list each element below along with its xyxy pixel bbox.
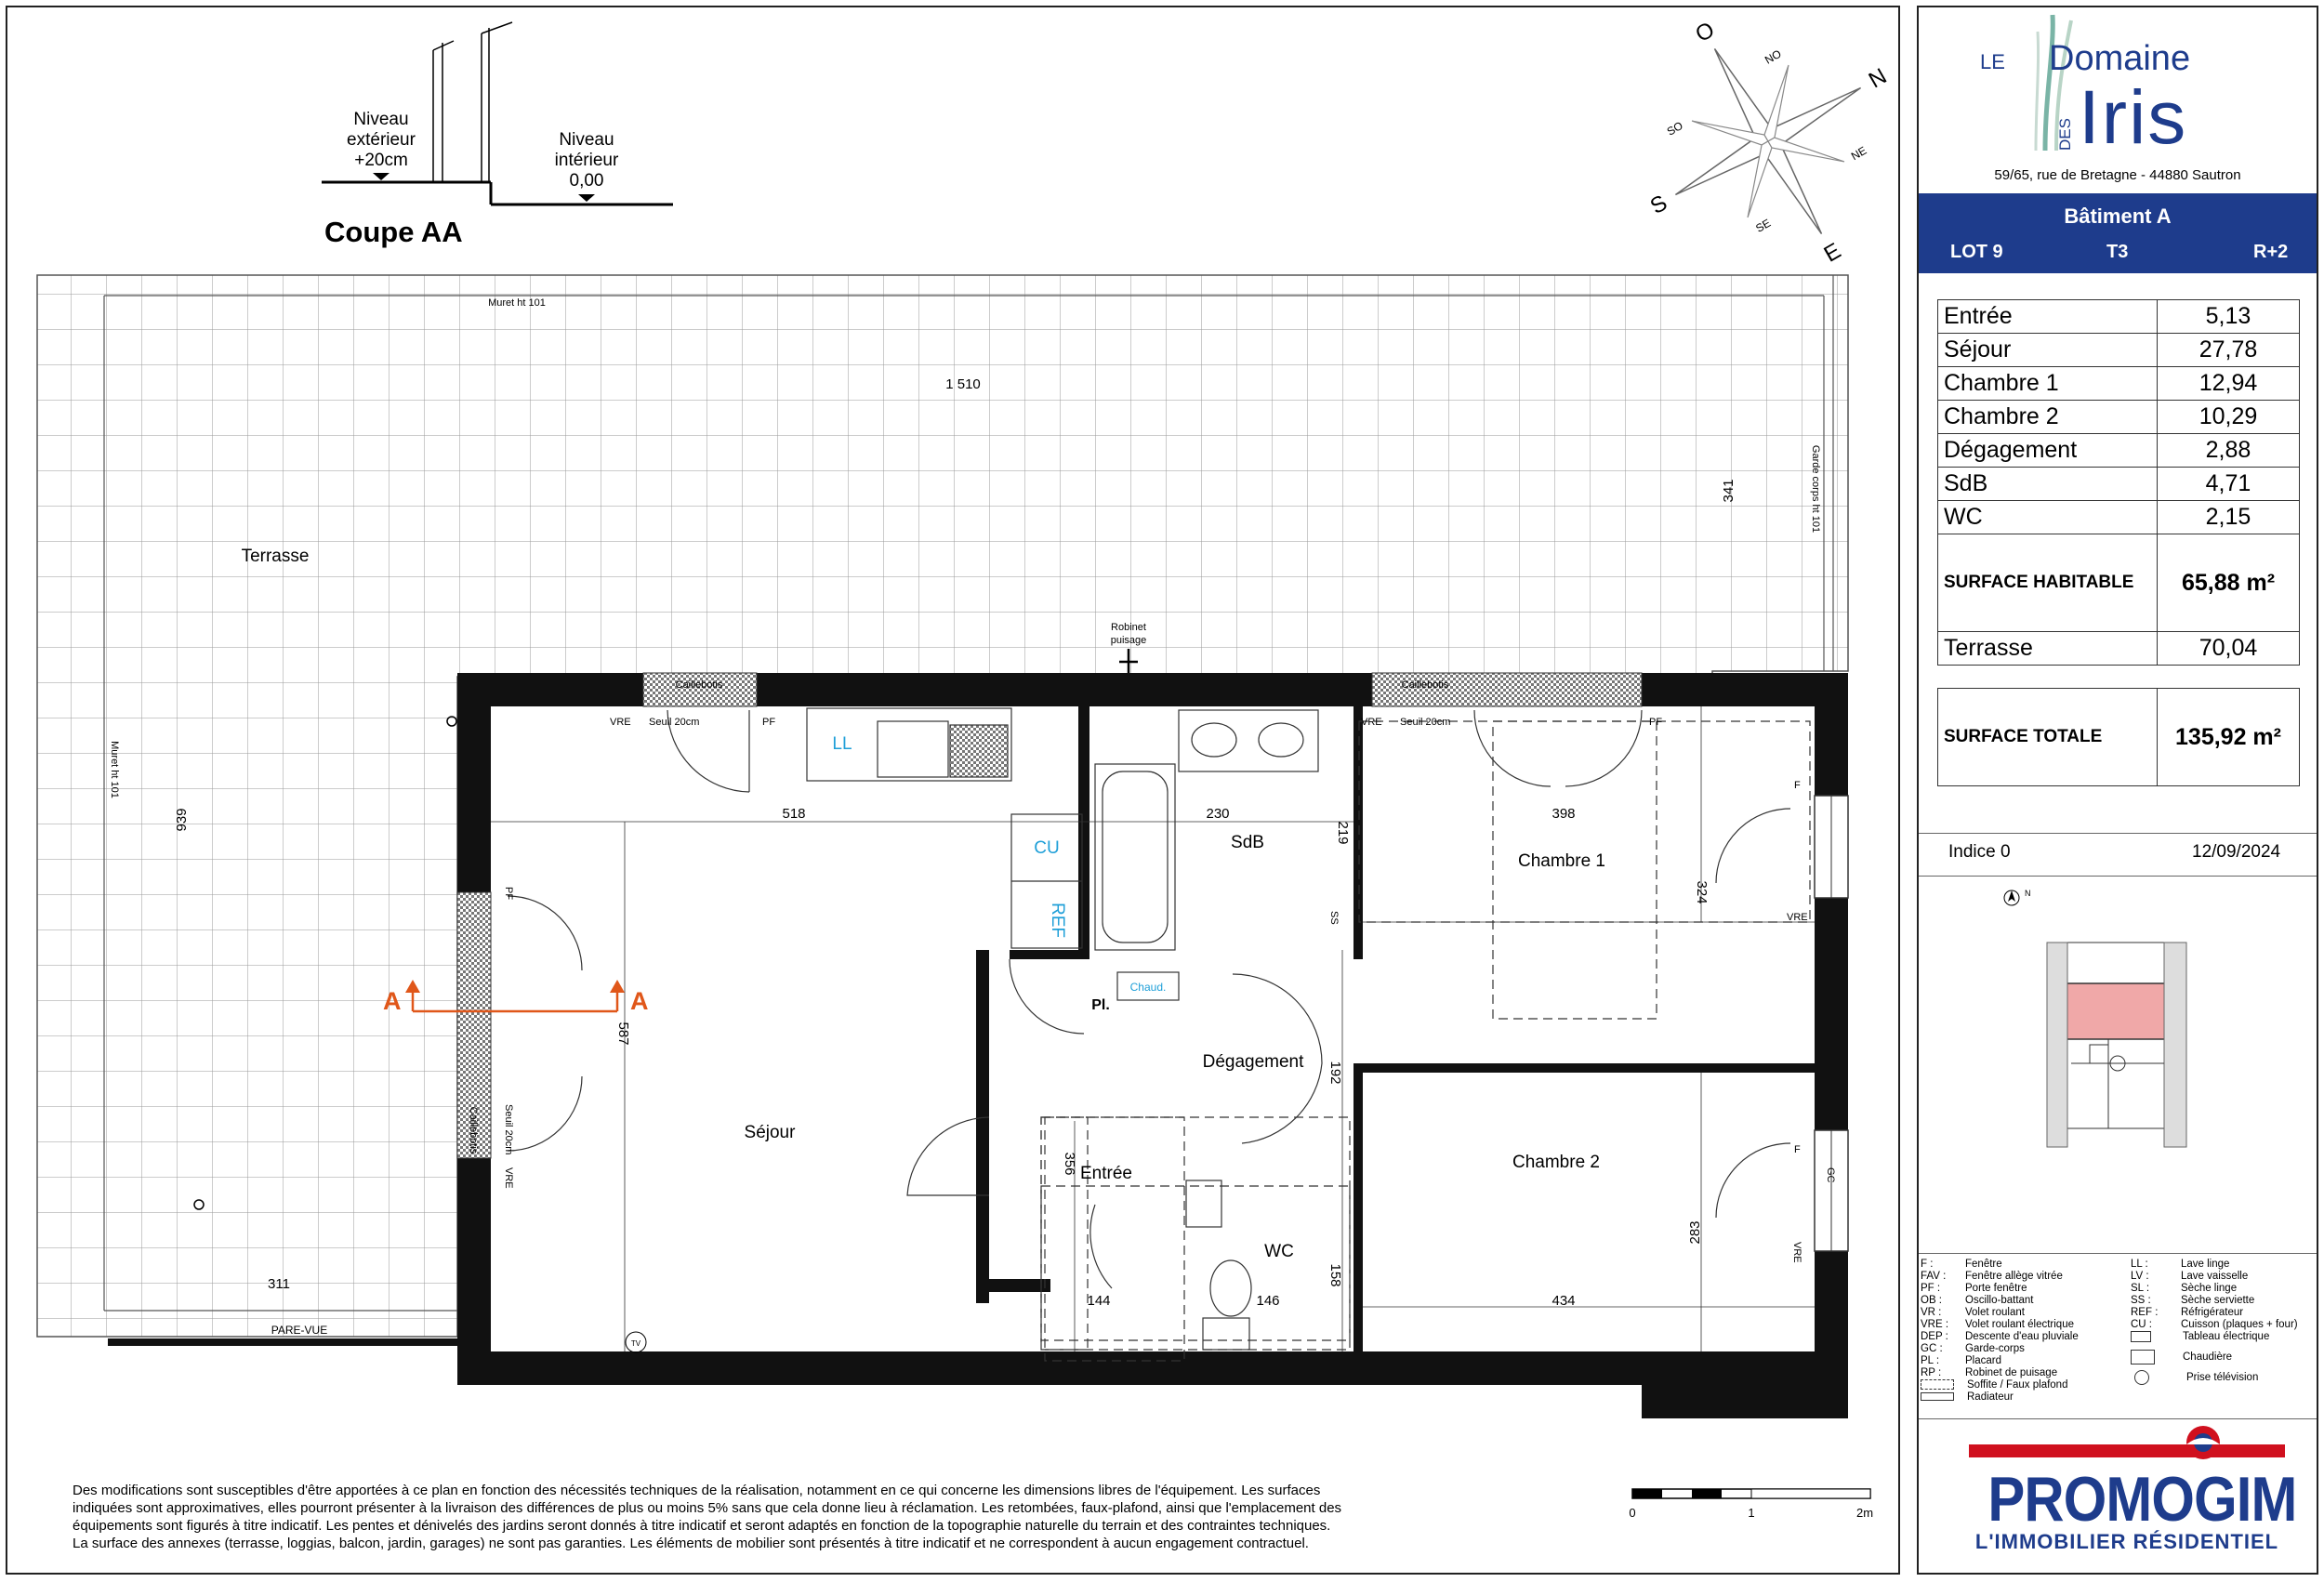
surface-habitable-label: SURFACE HABITABLE [1938, 534, 2158, 632]
legend-row [1921, 1331, 2079, 1342]
label-chaud: Chaud. [1129, 981, 1167, 994]
legend-text: Fenêtre allège vitrée [1965, 1271, 2063, 1282]
robinet-label-2: puisage [1110, 635, 1147, 646]
room-name: Séjour [1938, 334, 2158, 367]
section-a-right: A [630, 987, 649, 1015]
scale-1: 1 [1748, 1506, 1755, 1520]
table-row [1938, 434, 2300, 468]
rooms-table [1937, 299, 2300, 666]
legend-text: Sèche serviette [2181, 1295, 2255, 1306]
room-name: Chambre 1 [1938, 367, 2158, 401]
label-cu: CU [1034, 838, 1060, 858]
disclaimer-line: La surface des annexes (terrasse, loggias, balcon, jardin, garages) ne sont pas garanties. Les éléments de mobilier sont présentés à titre indicatif et ne correspondent à aucun engagement contractuel. [73, 1536, 1309, 1551]
divider [1919, 1418, 2317, 1419]
room-area: 2,15 [2158, 501, 2300, 534]
legend-row [1921, 1355, 2001, 1366]
label-pf-3: PF [503, 887, 514, 901]
room-area: 12,94 [2158, 367, 2300, 401]
legend-row [2131, 1283, 2237, 1294]
legend-abbr: PL : [1921, 1355, 1940, 1366]
label-pf-1: PF [762, 717, 776, 728]
muret-left-label: Muret ht 101 [109, 741, 120, 798]
label-vre-2: VRE [1361, 717, 1382, 728]
legend-text: Volet roulant [1965, 1307, 2025, 1318]
legend-row [2131, 1259, 2229, 1270]
legend-text: Chaudière [2183, 1351, 2233, 1364]
disclaimer-line: indiquées sont approximatives, elles pourront présenter à la livraison des différences de plus ou moins 5% sans que cela donne lieu à réclamation. Les retombées, faux-plafond, ainsi que l'emplacement des [73, 1500, 1342, 1516]
level-ext-line1: Niveau [353, 110, 409, 129]
legend-row [2131, 1350, 2232, 1364]
compass-ne: NE [1848, 143, 1869, 164]
dim-398: 398 [1552, 806, 1576, 822]
level-ext-line2: extérieur [347, 130, 416, 150]
dim-341: 341 [1721, 479, 1736, 503]
legend-abbr: REF : [2131, 1307, 2159, 1318]
room-name: Chambre 2 [1938, 401, 2158, 434]
legend-row [1921, 1295, 2034, 1306]
brand-le: LE [1980, 50, 2005, 73]
legend-abbr: SL : [2131, 1283, 2150, 1294]
disclaimer [73, 1482, 1597, 1552]
section-a-left: A [383, 987, 402, 1015]
dim-587: 587 [615, 1022, 631, 1046]
legend-text: Garde-corps [1965, 1343, 2025, 1354]
legend-text: Lave linge [2181, 1259, 2230, 1270]
divider [1919, 876, 2317, 877]
label-seuil-3: Seuil 20cm [503, 1104, 514, 1155]
dim-324: 324 [1694, 880, 1710, 904]
table-row [1938, 300, 2300, 334]
table-row [1938, 501, 2300, 534]
robinet-label-1: Robinet [1111, 622, 1146, 633]
room-chambre2: Chambre 2 [1512, 1153, 1600, 1172]
room-entree: Entrée [1080, 1164, 1132, 1183]
scale-0: 0 [1629, 1506, 1636, 1520]
legend-text: Oscillo-battant [1965, 1295, 2034, 1306]
legend-abbr: RP : [1921, 1367, 1942, 1378]
lot-header [1919, 193, 2317, 273]
level-int-line3: 0,00 [569, 171, 604, 191]
room-area: 27,78 [2158, 334, 2300, 367]
dim-434: 434 [1552, 1293, 1576, 1309]
dim-1510: 1 510 [945, 376, 981, 392]
level-ext-line3: +20cm [354, 151, 408, 170]
dim-144: 144 [1087, 1293, 1111, 1309]
room-area: 10,29 [2158, 401, 2300, 434]
legend-text: Descente d'eau pluviale [1965, 1331, 2079, 1342]
dim-356: 356 [1062, 1152, 1077, 1176]
dim-939: 939 [174, 808, 190, 832]
legend-abbr: FAV : [1921, 1271, 1947, 1282]
promoter-name: PROMOGIM [1987, 1464, 2297, 1535]
legend-row [1921, 1271, 2063, 1282]
room-name: WC [1938, 501, 2158, 534]
terrasse-label: Terrasse [241, 547, 310, 566]
tableau-electrique-icon [2131, 1331, 2151, 1342]
legend-text: Porte fenêtre [1965, 1283, 2027, 1294]
compass-s: S [1645, 190, 1672, 220]
legend-text: Volet roulant électrique [1965, 1319, 2074, 1330]
legend-row [1921, 1367, 2057, 1378]
compass-o: O [1691, 17, 1720, 48]
dimensions [615, 806, 1710, 1309]
brand-iris: Iris [2079, 75, 2188, 160]
key-plan [1989, 879, 2222, 1158]
legend-abbr: F : [1921, 1259, 1934, 1270]
dim-146: 146 [1256, 1293, 1280, 1309]
room-sejour: Séjour [744, 1123, 796, 1142]
fixtures [491, 706, 1815, 1361]
caillebotis-1: Caillebotis [675, 679, 723, 691]
legend-abbr: DEP : [1921, 1331, 1948, 1342]
promoter-tagline: L'IMMOBILIER RÉSIDENTIEL [1974, 1530, 2279, 1553]
promoter-logo [1969, 1426, 2297, 1553]
room-degagement: Dégagement [1202, 1052, 1304, 1072]
room-chambre1: Chambre 1 [1518, 851, 1605, 871]
brand-address: 59/65, rue de Bretagne - 44880 Sautron [1994, 167, 2241, 183]
legend-abbr: VR : [1921, 1307, 1942, 1318]
brand-domaine: Domaine [2049, 39, 2191, 78]
surface-habitable-value: 65,88 m² [2158, 534, 2300, 632]
section-sketch [322, 22, 673, 248]
label-tv: TV [630, 1339, 641, 1348]
garde-corps-label: Garde corps ht 101 [1810, 444, 1821, 534]
legend-text: Soffite / Faux plafond [1967, 1379, 2068, 1391]
table-row [1938, 334, 2300, 367]
opening-labels [503, 717, 1836, 1352]
label-seuil-2: Seuil 20cm [1400, 717, 1451, 728]
lot-type: T3 [2106, 242, 2129, 262]
divider [1919, 833, 2317, 834]
total-table [1937, 688, 2300, 786]
room-wc: WC [1264, 1242, 1294, 1261]
legend-text: Réfrigérateur [2181, 1307, 2244, 1318]
table-row [1938, 689, 2300, 786]
legend-abbr: VRE : [1921, 1319, 1949, 1330]
legend-abbr: PF : [1921, 1283, 1941, 1294]
chaudiere-icon [2131, 1350, 2155, 1364]
dim-518: 518 [782, 806, 806, 822]
legend-row [2131, 1295, 2254, 1306]
legend-row [1921, 1259, 2002, 1270]
compass-no: NO [1763, 46, 1784, 67]
terrasse-name: Terrasse [1938, 632, 2158, 666]
label-f-1: F [1794, 780, 1801, 791]
level-int-line2: intérieur [554, 151, 619, 170]
revision-date: 12/09/2024 [2192, 842, 2281, 862]
legend-text: Cuisson (plaques + four) [2181, 1319, 2298, 1330]
label-vre-5: VRE [1791, 1242, 1802, 1263]
legend-row [1921, 1343, 2025, 1354]
legend-text: Robinet de puisage [1965, 1367, 2058, 1378]
dim-283: 283 [1687, 1220, 1703, 1245]
label-ll: LL [832, 734, 852, 754]
label-seuil-1: Seuil 20cm [649, 717, 700, 728]
label-ref: REF [1048, 903, 1067, 938]
legend-row [2131, 1319, 2298, 1330]
lot-floor: R+2 [2253, 242, 2289, 262]
legend-text: Prise télévision [2186, 1372, 2259, 1384]
room-name: SdB [1938, 468, 2158, 501]
table-row [1938, 632, 2300, 666]
lot-number: LOT 9 [1950, 242, 2003, 262]
legend-abbr: SS : [2131, 1295, 2151, 1306]
table-row [1938, 534, 2300, 632]
legend-row [1921, 1379, 2067, 1391]
surface-totale-label: SURFACE TOTALE [1938, 689, 2158, 786]
tv-socket-icon [2134, 1370, 2149, 1385]
room-name: Entrée [1938, 300, 2158, 334]
room-area: 5,13 [2158, 300, 2300, 334]
legend-row [1921, 1319, 2074, 1330]
table-row [1938, 468, 2300, 501]
legend-abbr: CU : [2131, 1319, 2152, 1330]
surface-totale-value: 135,92 m² [2158, 689, 2300, 786]
label-f-2: F [1794, 1144, 1801, 1155]
label-pf-2: PF [1649, 717, 1663, 728]
legend-row [2131, 1271, 2248, 1282]
table-row [1938, 367, 2300, 401]
section-title: Coupe AA [324, 216, 463, 248]
legend-text: Placard [1965, 1355, 2001, 1366]
key-plan-north: N [2025, 889, 2031, 898]
level-int-line1: Niveau [559, 130, 614, 150]
soffite-swatch-icon [1921, 1379, 1954, 1390]
dim-192: 192 [1327, 1061, 1343, 1085]
legend [1921, 1259, 2315, 1417]
terrace [37, 275, 1848, 1346]
label-vre-4: VRE [1787, 912, 1808, 923]
caillebotis-2: Caillebotis [1401, 679, 1449, 691]
legend-text: Lave vaisselle [2181, 1271, 2249, 1282]
building-label: Bâtiment A [2064, 204, 2172, 228]
room-name: Dégagement [1938, 434, 2158, 468]
legend-text: Fenêtre [1965, 1259, 2002, 1270]
scale-2m: 2m [1855, 1506, 1874, 1520]
divider [1919, 1253, 2317, 1254]
label-gc: GC [1825, 1167, 1836, 1183]
room-pl: Pl. [1091, 997, 1110, 1013]
room-area: 2,88 [2158, 434, 2300, 468]
terrasse-area: 70,04 [2158, 632, 2300, 666]
legend-row [1921, 1283, 2027, 1294]
legend-text: Sèche linge [2181, 1283, 2238, 1294]
dim-230: 230 [1206, 806, 1230, 822]
compass-so: SO [1664, 118, 1685, 138]
radiator-icon [1921, 1392, 1954, 1401]
label-vre-3: VRE [503, 1167, 514, 1189]
legend-row [1921, 1391, 2014, 1403]
legend-abbr: GC : [1921, 1343, 1943, 1354]
room-area: 4,71 [2158, 468, 2300, 501]
compass-e: E [1819, 238, 1845, 268]
pare-vue-label: PARE-VUE [271, 1324, 328, 1337]
compass-se: SE [1753, 216, 1774, 235]
brand-des: DES [2056, 118, 2074, 151]
compass-n: N [1864, 63, 1892, 94]
legend-row [2131, 1331, 2269, 1342]
dim-158: 158 [1327, 1263, 1343, 1287]
muret-top-label: Muret ht 101 [488, 297, 546, 309]
legend-abbr: LL : [2131, 1259, 2148, 1270]
legend-row [2131, 1370, 2258, 1385]
legend-abbr: LV : [2131, 1271, 2149, 1282]
label-vre-1: VRE [610, 717, 631, 728]
brand-logo [1971, 11, 2324, 169]
label-ss: SS [1328, 911, 1340, 925]
table-row [1938, 401, 2300, 434]
disclaimer-line: équipements sont figurés à titre indicatif. Les pentes et dénivelés des jardins seront donnés à titre indicatif et seront adaptés en fonction de la topographie naturelle du terrain et des contraintes techniques. [73, 1518, 1331, 1534]
revision-indice: Indice 0 [1948, 842, 2011, 862]
legend-text: Tableau électrique [2183, 1331, 2270, 1343]
legend-row [2131, 1307, 2243, 1318]
disclaimer-line: Des modifications sont susceptibles d'être apportées à ce plan en fonction des nécessités techniques de la réalisation, notamment en ce qui concerne les dimensions libres de l'équipement. Les surfaces [73, 1483, 1321, 1498]
legend-row [1921, 1307, 2025, 1318]
legend-abbr: OB : [1921, 1295, 1943, 1306]
dim-219: 219 [1335, 821, 1351, 845]
room-sdb: SdB [1231, 833, 1264, 852]
dim-311: 311 [268, 1276, 290, 1292]
caillebotis-3: Caillebotis [468, 1106, 479, 1154]
legend-text: Radiateur [1967, 1391, 2014, 1403]
